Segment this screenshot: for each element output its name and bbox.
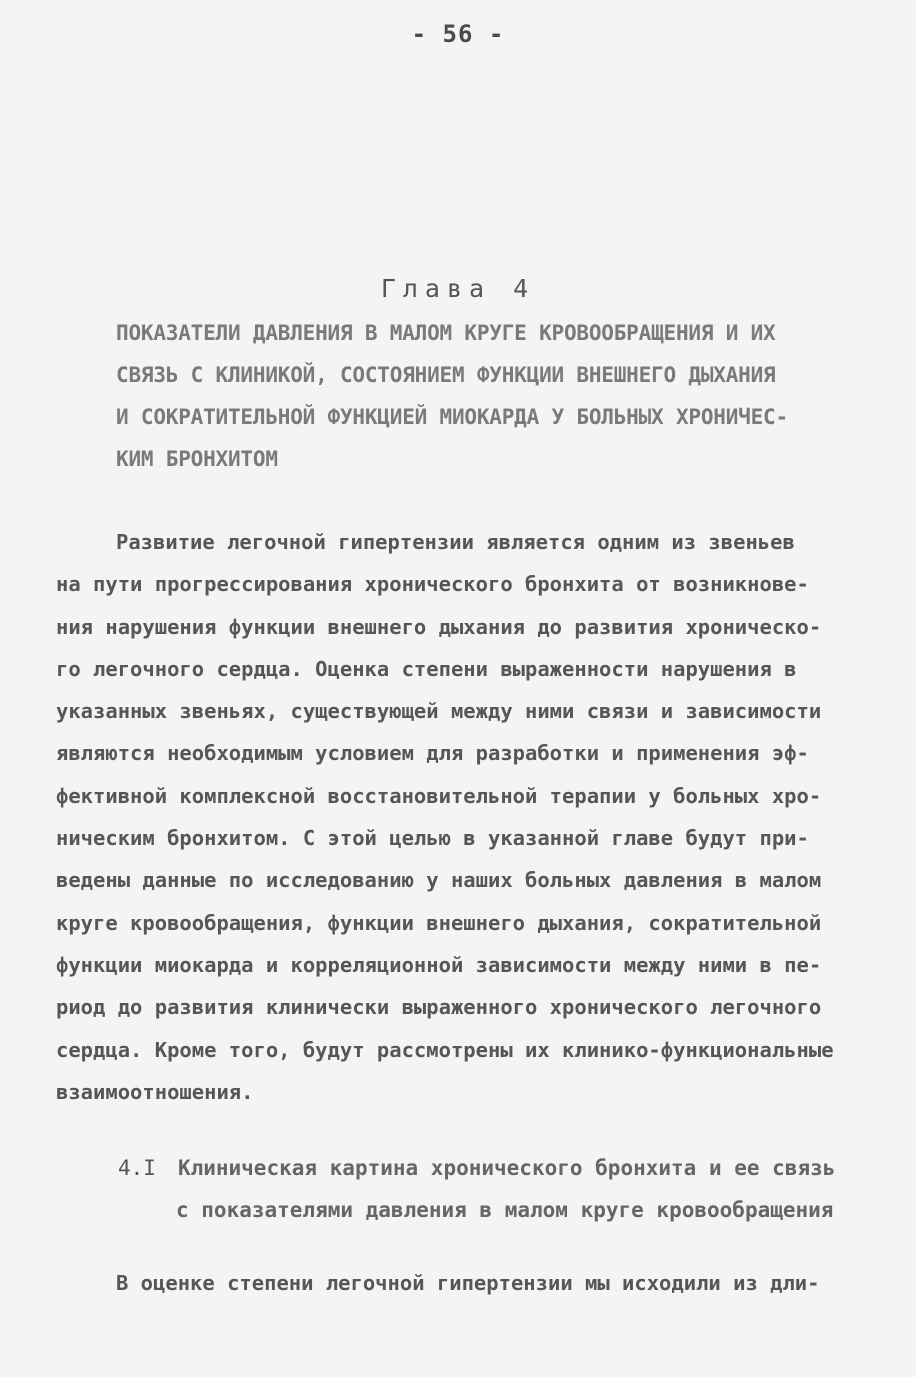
chapter-title [116, 312, 836, 480]
paragraph-line: являются необходимым условием для разработки и применения эф- [56, 741, 809, 766]
chapter-title-line: СВЯЗЬ С КЛИНИКОЙ, СОСТОЯНИЕМ ФУНКЦИИ ВНЕШНЕГО ДЫХАНИЯ [116, 363, 776, 387]
paragraph-line: Развитие легочной гипертензии является одним из звеньев [116, 530, 795, 554]
last-paragraph [56, 1262, 856, 1304]
chapter-title-line: ПОКАЗАТЕЛИ ДАВЛЕНИЯ В МАЛОМ КРУГЕ КРОВООБРАЩЕНИЯ И ИХ [116, 321, 776, 345]
section-heading [118, 1147, 858, 1231]
paragraph-line: ническим бронхитом. С этой целью в указанной главе будут при- [56, 826, 809, 851]
paragraph-line: фективной комплексной восстановительной терапии у больных хро- [56, 783, 822, 808]
paragraph-line: взаимоотношения. [56, 1079, 254, 1104]
chapter-title-line: И СОКРАТИТЕЛЬНОЙ ФУНКЦИЕЙ МИОКАРДА У БОЛЬНЫХ ХРОНИЧЕС- [116, 405, 788, 429]
paragraph-line: ведены данные по исследованию у наших больных давления в малом [56, 868, 822, 893]
paragraph-line: указанных звеньях, существующей между ними связи и зависимости [56, 699, 822, 724]
paragraph-line: сердца. Кроме того, будут рассмотрены их клинико-функциональные [56, 1037, 834, 1062]
chapter-label: Глава 4 [380, 274, 536, 303]
paragraph-line: ния нарушения функции внешнего дыхания до развития хроническо- [56, 614, 822, 639]
chapter-title-line: КИМ БРОНХИТОМ [116, 447, 278, 471]
section-number: 4.I [118, 1156, 156, 1180]
paragraph-line: го легочного сердца. Оценка степени выраженности нарушения в [56, 656, 797, 681]
paragraph-line: круге кровообращения, функции внешнего дыхания, сократительной [56, 910, 822, 935]
paragraph-line: риод до развития клинически выраженного хронического легочного [56, 995, 822, 1020]
section-title-line: Клиническая картина хронического бронхита и ее связь [177, 1156, 836, 1180]
intro-paragraph [56, 521, 856, 1113]
paragraph-line: функции миокарда и корреляционной зависимости между ними в пе- [56, 952, 822, 977]
page-number: - 56 - [411, 20, 505, 48]
paragraph-line: В оценке степени легочной гипертензии мы исходили из дли- [116, 1271, 820, 1295]
paragraph-line: на пути прогрессирования хронического бронхита от возникнове- [56, 572, 809, 597]
section-title-line: с показателями давления в малом круге кровообращения [176, 1198, 834, 1222]
